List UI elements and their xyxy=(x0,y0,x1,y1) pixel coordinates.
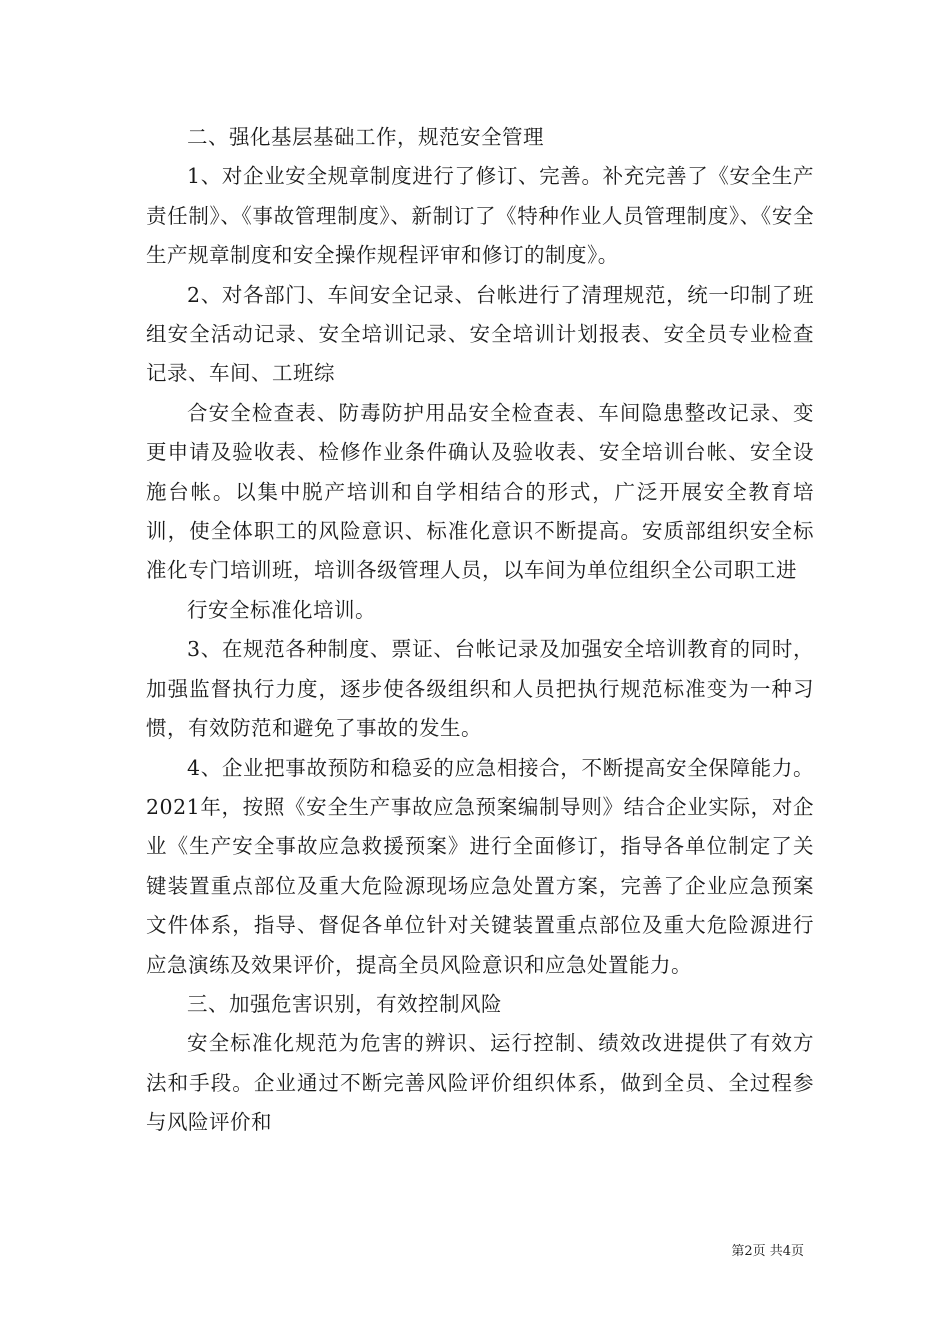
paragraph-item-4: 4、企业把事故预防和稳妥的应急相接合，不断提高安全保障能力。2021年，按照《安全生产事故应急预案编制导则》结合企业实际，对企业《生产安全事故应急救援预案》进行全面修订，指导各单位制定了关键装置重点部位及重大危险源现场应急处置方案，完善了企业应急预案文件体系，指导、督促各单位针对关键装置重点部位及重大危险源进行应急演练及效果评价，提高全员风险意识和应急处置能力。 xyxy=(146,755,814,977)
paragraph-section-3-body: 安全标准化规范为危害的辨识、运行控制、绩效改进提供了有效方法和手段。企业通过不断完善风险评价组织体系，做到全员、全过程参与风险评价和 xyxy=(146,1031,814,1135)
paragraph-item-3: 3、在规范各种制度、票证、台帐记录及加强安全培训教育的同时，加强监督执行力度，逐步使各级组织和人员把执行规范标准变为一种习惯，有效防范和避免了事故的发生。 xyxy=(146,637,814,741)
paragraph-item-2-end: 行安全标准化培训。 xyxy=(187,597,376,622)
paragraph-item-2: 2、对各部门、车间安全记录、台帐进行了清理规范，统一印制了班组安全活动记录、安全培训记录、安全培训计划报表、安全员专业检查记录、车间、工班综 xyxy=(146,282,814,386)
section-heading-2: 二、强化基层基础工作，规范安全管理 xyxy=(187,125,544,149)
paragraph-item-1: 1、对企业安全规章制度进行了修订、完善。补充完善了《安全生产责任制》、《事故管理制度》、新制订了《特种作业人员管理制度》、《安全生产规章制度和安全操作规程评审和修订的制度》。 xyxy=(146,164,814,268)
page-number-footer: 第2页 共4页 xyxy=(731,1244,804,1259)
paragraph-item-2-continued: 合安全检查表、防毒防护用品安全检查表、车间隐患整改记录、变更申请及验收表、检修作业条件确认及验收表、安全培训台帐、安全设施台帐。以集中脱产培训和自学相结合的形式，广泛开展安全教育培训，使全体职工的风险意识、标准化意识不断提高。安质部组织安全标准化专门培训班，培训各级管理人员，以车间为单位组织全公司职工进 xyxy=(146,400,814,583)
document-body xyxy=(146,118,814,1143)
section-heading-3: 三、加强危害识别，有效控制风险 xyxy=(187,991,502,1016)
